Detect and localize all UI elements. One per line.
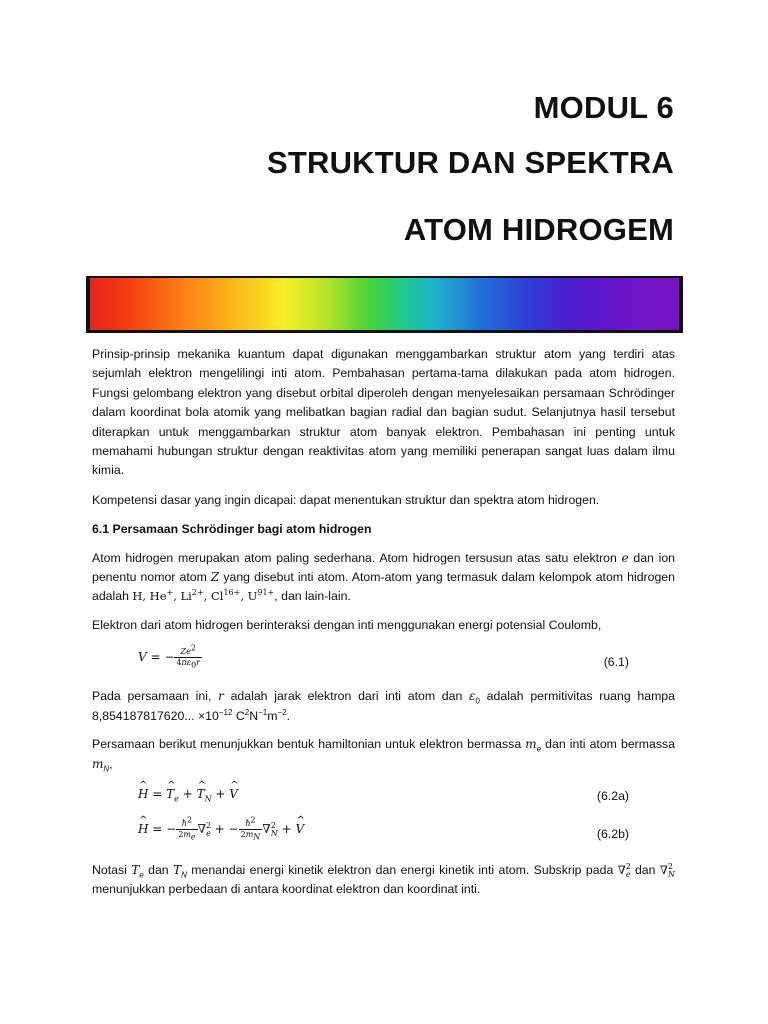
paragraph-hydrogen-atom: Atom hidrogen merupakan atom paling sederhana. Atom hidrogen tersusun atas satu elektron e dan ion penentu nomor atom Z yang disebut inti atom. Atom-atom yang termasuk dalam kelompok atom hidrogen adalah H, He+, $Li^{2+}$, $Cl^{16+}$, $U^{91+}$, dan lain-lain. bbox=[92, 550, 675, 604]
paragraph-coulomb: Elektron dari atom hidrogen berinteraksi dengan inti menggunakan energi potensial Coulomb, bbox=[92, 617, 602, 632]
module-title-line-2: ATOM HIDROGEM bbox=[403, 212, 674, 247]
paragraph-hamiltonian: Persamaan berikut menunjukkan bentuk hamiltonian untuk elektron bermassa $m_e$ dan inti atom bermassa $m_N$, bbox=[92, 737, 675, 773]
equation-6-2a bbox=[92, 783, 675, 811]
equation-6-1 bbox=[92, 645, 675, 679]
kompetensi-paragraph: Kompetensi dasar yang ingin dicapai: dapat menentukan struktur dan spektra atom hidrogen. bbox=[92, 492, 600, 507]
equation-number: (6.2a) bbox=[596, 788, 629, 803]
module-number: MODUL 6 bbox=[533, 90, 674, 125]
hamiltonian-formula: ^ H = ^ $T_e$ + ^ $T_N$ + ^ V bbox=[138, 785, 238, 804]
spectrum-gradient bbox=[90, 278, 679, 330]
section-heading: 6.1 Persamaan Schrödinger bagi atom hidrogen bbox=[92, 522, 372, 537]
title-block bbox=[267, 92, 674, 245]
paragraph-permittivity: Pada persamaan ini, r adalah jarak elektron dari inti atom dan $\varepsilon_0$ adalah permitivitas ruang hampa 8,854187817620... $\times 10^{-12}$ $C^2N^{-1}m^{-2}$. bbox=[92, 689, 675, 723]
color-spectrum-banner bbox=[86, 276, 683, 333]
ion-list: H, He+, $Li^{2+}$, $Cl^{16+}$, $U^{91+}$ bbox=[132, 588, 275, 604]
module-title-line: STRUKTUR DAN SPEKTRA bbox=[267, 145, 674, 180]
paragraph-notation: Notasi $T_e$ dan $T_N$ menandai energi kinetik elektron dan energi kinetik inti atom. Subskrip pada ∇$^2_e$ dan ∇$^2_N$ menunjukkan perbedaan di antara koordinat elektron dan koordinat inti. bbox=[92, 862, 675, 897]
document-body bbox=[92, 345, 675, 910]
equation-6-2b bbox=[92, 817, 675, 853]
coulomb-potential-formula: V = − $\frac{Ze^2}{4\pi\varepsilon_0r}$ bbox=[138, 643, 200, 670]
equation-number: (6.2b) bbox=[596, 826, 629, 841]
equation-number: (6.1) bbox=[603, 655, 629, 670]
intro-paragraph: Prinsip-prinsip mekanika kuantum dapat digunakan menggambarkan struktur atom yang terdiri atas sejumlah elektron mengelilingi inti atom. Pembahasan pertama-tama dilakukan pada atom hidrogen. Fungsi gelombang elektron yang disebut orbital diperoleh dengan menyelesaikan persamaan Schrödinger dalam koordinat bola atomik yang melibatkan bagian radial dan bagian sudut. Selanjutnya hasil tersebut diterapkan untuk menggambarkan struktur atom banyak elektron. Pembahasan ini penting untuk memahami hubungan struktur dengan reaktivitas atom yang memiliki penerapan sangat luas dalam ilmu kimia. bbox=[92, 347, 675, 478]
hamiltonian-expanded-formula: ^ H = − $\frac{ħ^2}{2m_e}$ ∇$^2_e$ + − $\frac{ħ^2}{2m_N}$ ∇$^2_N$ + ^ V bbox=[138, 819, 304, 840]
